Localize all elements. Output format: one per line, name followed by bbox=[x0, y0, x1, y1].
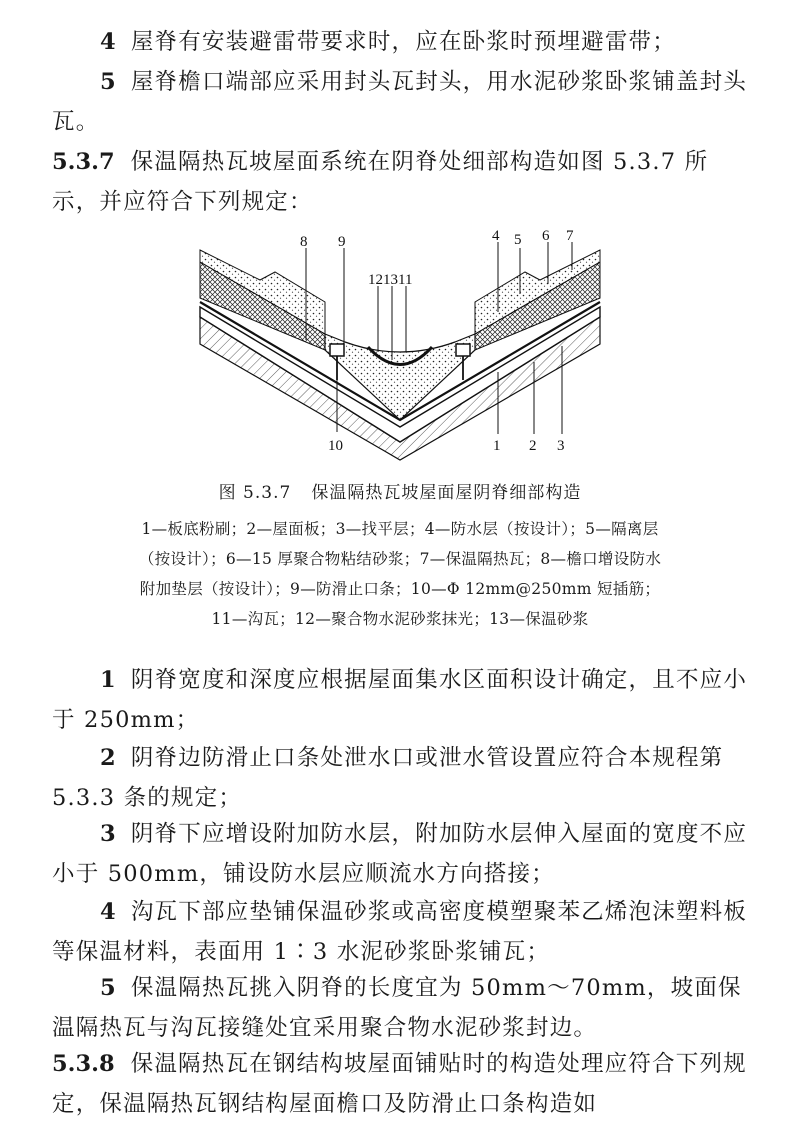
callout-2: 2 bbox=[529, 438, 537, 454]
callout-3: 3 bbox=[557, 438, 565, 454]
callout-10: 10 bbox=[328, 438, 343, 454]
legend-line: （按设计）；6—15 厚聚合物粘结砂浆；7—保温隔热瓦；8—檐口增设防水 bbox=[138, 550, 662, 568]
clause-5-3-8 bbox=[52, 1044, 752, 1124]
valley-detail-figure bbox=[0, 222, 800, 462]
rule-1-paragraph bbox=[52, 660, 752, 740]
rule-number: 4 bbox=[100, 899, 117, 925]
figure-caption bbox=[0, 478, 800, 503]
anti-slip-strip-right bbox=[456, 344, 470, 356]
callout-1: 1 bbox=[493, 438, 501, 454]
item-text: 屋脊有安装避雷带要求时，应在卧浆时预埋避雷带； bbox=[130, 29, 676, 55]
callout-5: 5 bbox=[514, 232, 522, 248]
rule-number: 5 bbox=[100, 975, 117, 1001]
callout-4: 4 bbox=[492, 228, 500, 244]
rule-5-paragraph bbox=[52, 968, 752, 1048]
rule-text: 保温隔热瓦挑入阴脊的长度宜为 50mm～70mm，坡面保温隔热瓦与沟瓦接缝处宜采用聚合物水泥砂浆封边。 bbox=[52, 975, 742, 1041]
clause-text: 保温隔热瓦在钢结构坡屋面铺贴时的构造处理应符合下列规定，保温隔热瓦钢结构屋面檐口及防滑止口条构造如 bbox=[52, 1051, 747, 1117]
callout-8: 8 bbox=[300, 234, 308, 250]
figure-number: 图 5.3.7 bbox=[218, 483, 292, 503]
figure-title: 保温隔热瓦坡屋面屋阴脊细部构造 bbox=[311, 483, 582, 503]
rule-text: 阴脊下应增设附加防水层，附加防水层伸入屋面的宽度不应小于 500mm，铺设防水层应顺流水方向搭接； bbox=[52, 821, 748, 887]
rule-3-paragraph bbox=[52, 814, 752, 894]
callout-9: 9 bbox=[338, 234, 346, 250]
rule-4-paragraph bbox=[52, 892, 752, 972]
rule-number: 3 bbox=[100, 821, 117, 847]
callout-6: 6 bbox=[542, 228, 550, 244]
legend-line: 1—板底粉刷；2—屋面板；3—找平层；4—防水层（按设计）；5—隔离层 bbox=[141, 520, 659, 538]
clause-5-3-7 bbox=[52, 142, 752, 222]
rule-text: 阴脊宽度和深度应根据屋面集水区面积设计确定，且不应小于 250mm； bbox=[52, 667, 748, 733]
clause-text: 保温隔热瓦坡屋面系统在阴脊处细部构造如图 5.3.7 所示，并应符合下列规定： bbox=[52, 149, 709, 215]
clause-number: 5.3.7 bbox=[52, 149, 115, 175]
callout-12-13-11: 121311 bbox=[368, 272, 413, 288]
rule-2-paragraph bbox=[52, 738, 752, 818]
item-number: 5 bbox=[100, 69, 117, 95]
legend-line: 附加垫层（按设计）；9—防滑止口条；10—Φ 12mm@250mm 短插筋； bbox=[139, 580, 661, 598]
anti-slip-strip-left bbox=[330, 344, 344, 356]
clause-number: 5.3.8 bbox=[52, 1051, 115, 1077]
valley-detail-drawing bbox=[0, 222, 800, 462]
item-text: 屋脊檐口端部应采用封头瓦封头，用水泥砂浆卧浆铺盖封头瓦。 bbox=[52, 69, 748, 135]
figure-legend bbox=[80, 514, 720, 634]
callout-7: 7 bbox=[566, 228, 574, 244]
rule-number: 1 bbox=[100, 667, 117, 693]
item-5-paragraph bbox=[52, 62, 752, 142]
item-number: 4 bbox=[100, 29, 117, 55]
item-4-paragraph bbox=[52, 22, 752, 62]
rule-text: 沟瓦下部应垫铺保温砂浆或高密度模塑聚苯乙烯泡沫塑料板等保温材料，表面用 1∶3 水泥砂浆卧浆铺瓦； bbox=[52, 899, 748, 965]
rule-number: 2 bbox=[100, 745, 117, 771]
legend-line: 11—沟瓦；12—聚合物水泥砂浆抹光；13—保温砂浆 bbox=[211, 610, 589, 628]
rule-text: 阴脊边防滑止口条处泄水口或泄水管设置应符合本规程第 5.3.3 条的规定； bbox=[52, 745, 724, 811]
